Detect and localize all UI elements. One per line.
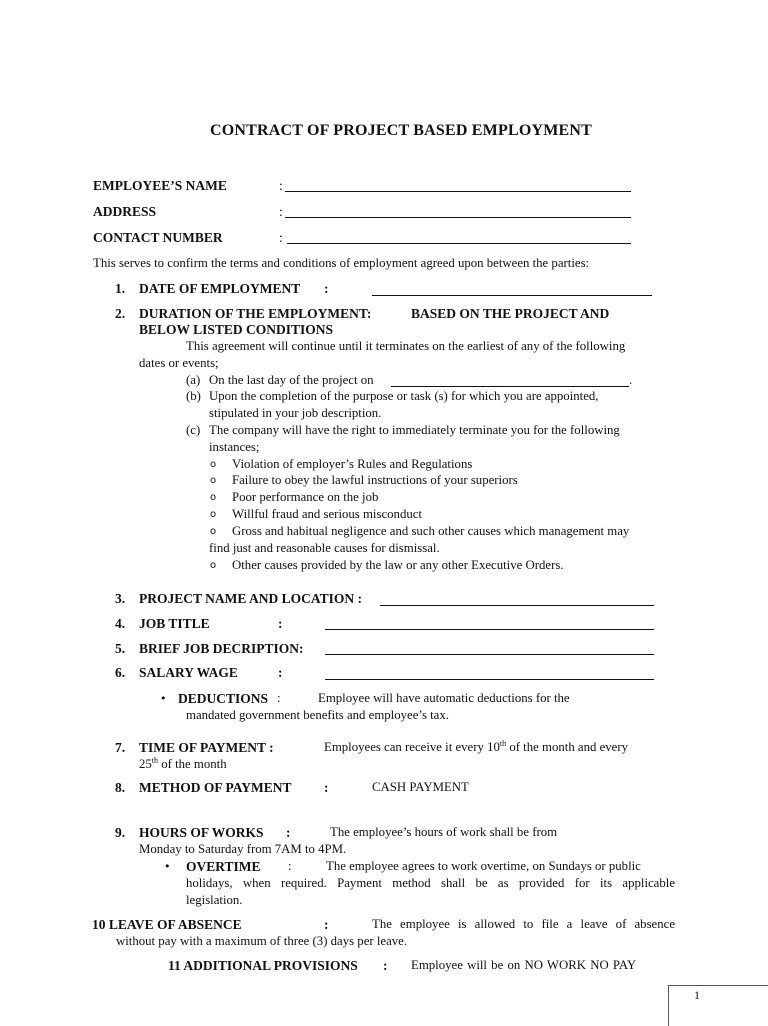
document-title: CONTRACT OF PROJECT BASED EMPLOYMENT xyxy=(209,122,593,139)
section-2-paragraph-line2: dates or events; xyxy=(139,356,219,370)
intro-text: This serves to confirm the terms and conditions of employment agreed upon between the parties: xyxy=(93,256,590,270)
item-a-text: On the last day of the project on xyxy=(209,373,374,387)
list-bullet-icon: o xyxy=(210,560,217,571)
overtime-text-line3: legislation. xyxy=(186,893,243,907)
section-7-text-line2 xyxy=(139,757,227,772)
section-6-colon: : xyxy=(278,665,283,680)
section-10-text-line1: The employee is allowed to file a leave of absence xyxy=(372,917,675,931)
section-11-text: Employee will be on NO WORK NO PAY xyxy=(411,958,637,972)
overtime-colon: : xyxy=(288,859,292,873)
section-5-label: BRIEF JOB DECRIPTION: xyxy=(139,641,304,656)
overtime-text-line1: The employee agrees to work overtime, on Sundays or public xyxy=(326,859,641,873)
method-of-payment-value: CASH PAYMENT xyxy=(372,780,469,794)
employee-name-blank[interactable] xyxy=(285,191,631,192)
deductions-text-line1: Employee will have automatic deductions for the xyxy=(318,691,570,705)
payment-day-2: 25 xyxy=(139,757,152,771)
section-5-number: 5. xyxy=(115,641,126,656)
employee-name-colon: : xyxy=(279,178,283,193)
section-8-number: 8. xyxy=(115,780,126,795)
instance-item: Violation of employer’s Rules and Regulations xyxy=(232,457,473,471)
overtime-label: OVERTIME xyxy=(186,859,261,874)
section-11-label: 11 ADDITIONAL PROVISIONS xyxy=(168,958,358,973)
deductions-bullet-icon: • xyxy=(160,692,167,705)
contact-number-blank[interactable] xyxy=(287,243,631,244)
section-2-paragraph-line1: This agreement will continue until it terminates on the earliest of any of the following xyxy=(186,339,626,353)
contact-number-label: CONTACT NUMBER xyxy=(93,230,223,245)
instance-item: Willful fraud and serious misconduct xyxy=(232,507,422,521)
overtime-text-line2: holidays, when required. Payment method shall be as provided for its applicable xyxy=(186,876,675,890)
project-name-blank[interactable] xyxy=(380,605,654,606)
section-7-number: 7. xyxy=(115,740,126,755)
list-bullet-icon: o xyxy=(210,509,217,520)
item-b-marker: (b) xyxy=(186,389,201,403)
section-9-colon: : xyxy=(286,825,291,840)
deductions-label: DEDUCTIONS xyxy=(178,691,269,706)
overtime-bullet-icon: • xyxy=(164,860,171,873)
section-10-colon: : xyxy=(324,917,329,932)
instance-item-continuation: find just and reasonable causes for dismissal. xyxy=(209,541,440,555)
section-2-value: BASED ON THE PROJECT AND xyxy=(411,306,610,321)
instance-item: Gross and habitual negligence and such other causes which management may xyxy=(232,524,630,538)
list-bullet-icon: o xyxy=(210,492,217,503)
address-blank[interactable] xyxy=(285,217,631,218)
section-9-text-line1: The employee’s hours of work shall be from xyxy=(330,825,558,839)
section-6-number: 6. xyxy=(115,665,126,680)
item-a-marker: (a) xyxy=(186,373,201,387)
section-1-number: 1. xyxy=(115,281,126,296)
section-11-colon: : xyxy=(383,958,388,973)
section-8-colon: : xyxy=(324,780,329,795)
section-8-label: METHOD OF PAYMENT xyxy=(139,780,292,795)
list-bullet-icon: o xyxy=(210,459,217,470)
item-c-text-line2: instances; xyxy=(209,440,260,454)
section-2-label: DURATION OF THE EMPLOYMENT: xyxy=(139,306,372,321)
job-title-blank[interactable] xyxy=(325,629,654,630)
salary-wage-blank[interactable] xyxy=(325,679,654,680)
instance-item: Poor performance on the job xyxy=(232,490,379,504)
page-number: 1 xyxy=(694,988,700,1002)
section-9-label: HOURS OF WORKS xyxy=(139,825,264,840)
item-a-period: . xyxy=(629,373,633,387)
section-9-number: 9. xyxy=(115,825,126,840)
project-end-date-blank[interactable] xyxy=(391,386,629,387)
instance-item: Failure to obey the lawful instructions of your superiors xyxy=(232,473,518,487)
section-1-colon: : xyxy=(324,281,329,296)
section-4-label: JOB TITLE xyxy=(139,616,210,631)
address-label: ADDRESS xyxy=(93,204,157,219)
section-7-text-line1 xyxy=(324,740,628,755)
payment-day-text: Employees can receive it every 10 xyxy=(324,740,500,754)
ordinal-suffix: th xyxy=(151,756,159,765)
section-6-label: SALARY WAGE xyxy=(139,665,238,680)
list-bullet-icon: o xyxy=(210,526,217,537)
job-description-blank[interactable] xyxy=(325,654,654,655)
item-c-marker: (c) xyxy=(186,423,201,437)
deductions-text-line2: mandated government benefits and employee’s tax. xyxy=(186,708,449,722)
section-4-number: 4. xyxy=(115,616,126,631)
footer-divider xyxy=(726,985,768,986)
section-2-label-line2: BELOW LISTED CONDITIONS xyxy=(139,322,334,337)
section-7-label: TIME OF PAYMENT : xyxy=(139,740,274,755)
section-4-colon: : xyxy=(278,616,283,631)
payment-day-2-rest: of the month xyxy=(158,757,227,771)
section-10-label: 10 LEAVE OF ABSENCE xyxy=(92,917,242,932)
item-c-text-line1: The company will have the right to immediately terminate you for the following xyxy=(209,423,620,437)
item-b-text-line1: Upon the completion of the purpose or task (s) for which you are appointed, xyxy=(209,389,599,403)
instance-item-last: Other causes provided by the law or any other Executive Orders. xyxy=(232,558,564,572)
deductions-colon: : xyxy=(277,691,281,705)
item-b-text-line2: stipulated in your job description. xyxy=(209,406,382,420)
section-10-text-line2: without pay with a maximum of three (3) days per leave. xyxy=(116,934,408,948)
ordinal-suffix: th xyxy=(499,739,507,748)
section-1-label: DATE OF EMPLOYMENT xyxy=(139,281,301,296)
address-colon: : xyxy=(279,204,283,219)
date-of-employment-blank[interactable] xyxy=(372,295,652,296)
section-3-number: 3. xyxy=(115,591,126,606)
list-bullet-icon: o xyxy=(210,475,217,486)
payment-day-text-rest: of the month and every xyxy=(506,740,629,754)
contact-number-colon: : xyxy=(279,230,283,245)
section-9-text-line2: Monday to Saturday from 7AM to 4PM. xyxy=(139,842,347,856)
section-2-number: 2. xyxy=(115,306,126,321)
employee-name-label: EMPLOYEE’S NAME xyxy=(93,178,227,193)
section-3-label: PROJECT NAME AND LOCATION : xyxy=(139,591,363,606)
